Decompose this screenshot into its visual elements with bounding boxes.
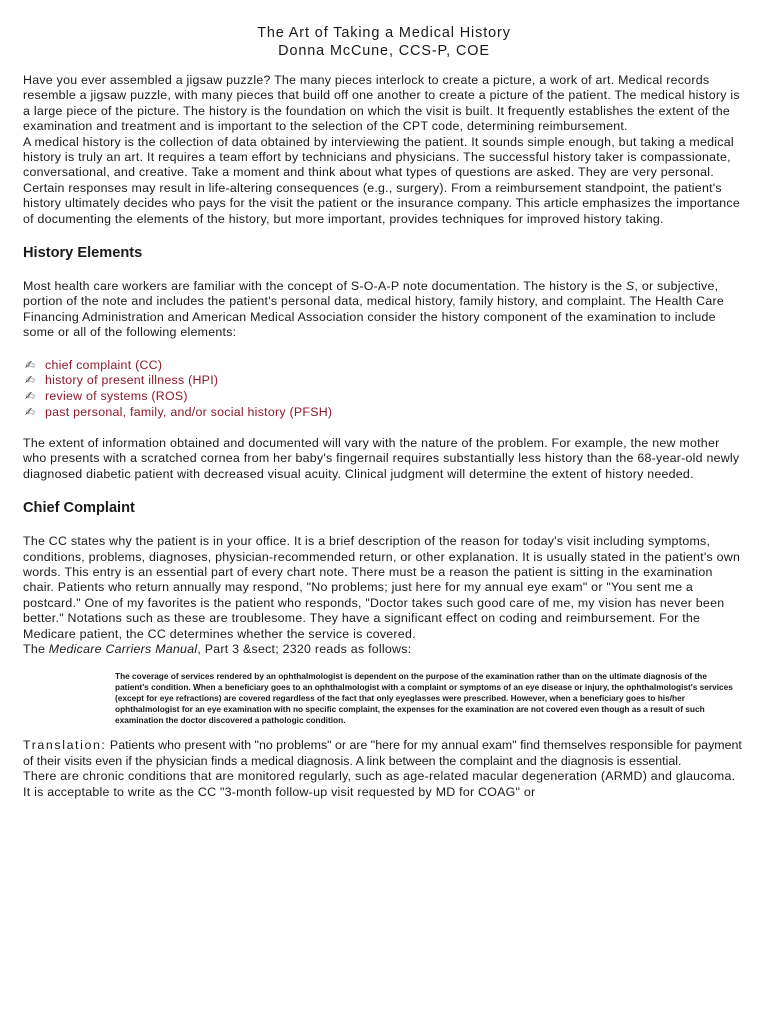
chief-complaint-heading: Chief Complaint — [23, 500, 135, 517]
writing-hand-icon: ✍ — [25, 405, 36, 420]
translation-paragraph: Translation: Patients who present with "no problems" or are "here for my annual exam" find themselves responsible for payment of their visits even if the physician finds a medical diagnosis. A link between the complaint and the diagnosis is essential. — [23, 738, 742, 768]
writing-hand-icon: ✍ — [25, 357, 36, 372]
history-elements-paragraph-2: The extent of information obtained and documented will vary with the nature of the problem. For example, the new mother who presents with a scratched cornea from her baby's fingernail requires substantially less history than the 68-year-old newly diagnosed diabetic patient with decreased visual acuity. Clinical judgment will determine the extent of history needed. — [23, 435, 740, 481]
intro-paragraph-1: Have you ever assembled a jigsaw puzzle? The many pieces interlock to create a picture, a work of art. Medical records resemble a jigsaw puzzle, with many pieces that build off one another to create a picture of the patient. The medical history is a large piece of the picture. The history is the foundation on which the visit is built. It frequently establishes the extent of the examination and treatment and is important to the selection of the CPT code, determining reimbursement. — [23, 73, 740, 134]
list-item: ✍ past personal, family, and/or social history (PFSH) — [25, 405, 333, 420]
translation-label: Translation: — [23, 738, 107, 753]
writing-hand-icon: ✍ — [25, 373, 36, 388]
chief-complaint-paragraph-4: There are chronic conditions that are monitored regularly, such as age-related macular degeneration (ARMD) and glaucoma. It is acceptable to write as the CC "3-month follow-up visit requested by MD for COAG" or — [23, 769, 736, 799]
list-item: ✍ chief complaint (CC) — [25, 357, 163, 372]
chief-complaint-paragraph-1: The CC states why the patient is in your office. It is a brief description of the reason for today's visit including symptoms, conditions, problems, diagnoses, physician-recommended return, or other explanation. It is usually stated in the patient's own words. This entry is an essential part of every chart note. There must be a reason the patient is sitting in the examination chair. Patients who return annually may respond, "No problems; just here for my annual eye exam" or "You sent me a postcard." One of my favorites is the patient who responds, "Doctor takes such good care of me, my vision has never been better." Notations such as these are troublesome. They have a significant effect on coding and reimbursement. For the Medicare patient, the CC determines whether the service is covered. — [23, 534, 741, 641]
document-author: Donna McCune, CCS-P, COE — [278, 43, 490, 59]
history-elements-list — [25, 358, 745, 421]
chief-complaint-paragraph-2: The Medicare Carriers Manual, Part 3 &sect; 2320 reads as follows: — [23, 641, 412, 656]
list-item: ✍ review of systems (ROS) — [25, 389, 188, 404]
list-item: ✍ history of present illness (HPI) — [25, 373, 219, 388]
document-page — [23, 24, 745, 800]
history-elements-paragraph-1: Most health care workers are familiar with the concept of S-O-A-P note documentation. The history is the S, or subjective, portion of the note and includes the patient's personal data, medical history, family history, and complaint. The Health Care Financing Administration and American Medical Association consider the history component of the examination to include some or all of the following elements: — [23, 279, 725, 340]
medicare-quote: The coverage of services rendered by an ophthalmologist is dependent on the purpose of the examination rather than on the ultimate diagnosis of the patient's condition. When a beneficiary goes to an ophthalmologist with a complaint or symptoms of an eye disease or injury, the ophthalmologist's services (except for eye refractions) are covered regardless of the fact that only eyeglasses were prescribed. However, when a beneficiary goes to his/her ophthalmologist for an eye examination with no specific complaint, the expenses for the examination are not covered even though as a result of such examination the doctor discovered a pathologic condition. — [115, 671, 733, 726]
document-title: The Art of Taking a Medical History — [257, 25, 511, 41]
writing-hand-icon: ✍ — [25, 389, 36, 404]
history-elements-heading: History Elements — [23, 245, 143, 262]
intro-paragraph-2: A medical history is the collection of data obtained by interviewing the patient. It sounds simple enough, but taking a medical history is truly an art. It requires a team effort by technicians and physicians. The successful history taker is compassionate, conversational, and creative. Take a moment and think about what types of questions are asked. They are very personal. Certain responses may result in life-altering consequences (e.g., surgery). From a reimbursement standpoint, the patient's history ultimately decides who pays for the visit the patient or the insurance company. This article emphasizes the importance of documenting the elements of the history, but more important, provides techniques for improved history taking. — [23, 134, 740, 226]
